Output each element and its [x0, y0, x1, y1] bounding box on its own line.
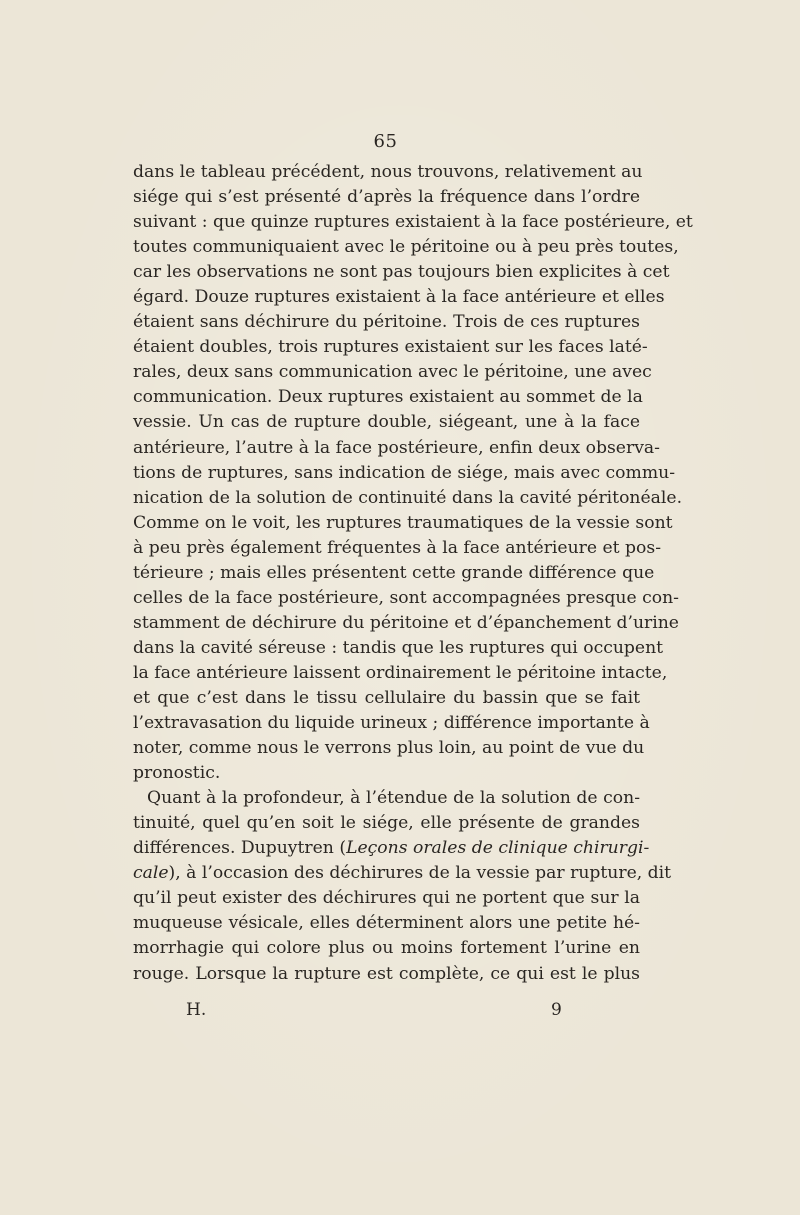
text-line: toutes communiquaient avec le péritoine ou à peu près toutes, — [133, 237, 679, 258]
signature-mark: H. — [186, 1000, 207, 1020]
text-line — [133, 861, 672, 886]
text-line: dans la cavité séreuse : tandis que les ruptures qui occupent — [133, 637, 664, 658]
text-line: rouge. Lorsque la rupture est complète, ce qui est le plus — [133, 963, 640, 984]
text-line: tinuité, quel qu’en soit le siége, elle présente de grandes — [133, 813, 640, 834]
text-line: nication de la solution de continuité dans la cavité péritonéale. — [133, 487, 683, 508]
text-line: térieure ; mais elles présentent cette grande différence que — [133, 562, 655, 583]
text-line: suivant : que quinze ruptures existaient à la face postérieure, et — [133, 212, 693, 233]
text-line: qu’il peut exister des déchirures qui ne portent que sur la — [133, 888, 640, 909]
text-line: celles de la face postérieure, sont accompagnées presque con- — [133, 587, 679, 608]
text-segment: ), à l’occasion des déchirures de la vessie par rupture, dit — [168, 863, 672, 884]
text-line: Quant à la profondeur, à l’étendue de la solution de con- — [147, 788, 640, 809]
text-line: stamment de déchirure du péritoine et d’épanchement d’urine — [133, 612, 679, 633]
text-line: car les observations ne sont pas toujours bien explicites à cet — [133, 262, 670, 283]
text-line: tions de ruptures, sans indication de siége, mais avec commu- — [133, 462, 676, 483]
text-line: rales, deux sans communication avec le péritoine, une avec — [133, 362, 652, 383]
text-line — [133, 836, 650, 861]
text-line: antérieure, l’autre à la face postérieure, enfin deux observa- — [133, 437, 660, 458]
text-line: la face antérieure laissent ordinairement le péritoine intacte, — [133, 662, 668, 683]
text-line: dans le tableau précédent, nous trouvons, relativement au — [133, 162, 643, 182]
text-line: à peu près également fréquentes à la face antérieure et pos- — [133, 537, 662, 558]
page-number: 65 — [373, 131, 398, 152]
text-line: égard. Douze ruptures existaient à la face antérieure et elles — [133, 287, 665, 308]
text-line: et que c’est dans le tissu cellulaire du bassin que se fait — [133, 687, 640, 708]
text-line: l’extravasation du liquide urineux ; différence importante à — [133, 713, 650, 734]
text-line: étaient sans déchirure du péritoine. Trois de ces ruptures — [133, 312, 640, 333]
text-line: siége qui s’est présenté d’après la fréquence dans l’ordre — [133, 187, 640, 208]
text-line: vessie. Un cas de rupture double, siégeant, une à la face — [133, 412, 640, 433]
text-line: communication. Deux ruptures existaient au sommet de la — [133, 387, 643, 408]
text-line: Comme on le voit, les ruptures traumatiques de la vessie sont — [133, 512, 673, 533]
text-line: morrhagie qui colore plus ou moins fortement l’urine en — [133, 938, 640, 959]
text-line: pronostic. — [133, 763, 221, 784]
text-line: muqueuse vésicale, elles déterminent alors une petite hé- — [133, 913, 640, 934]
text-line: étaient doubles, trois ruptures existaient sur les faces laté- — [133, 337, 648, 358]
italic-citation: Leçons orales de clinique chirurgi- — [346, 838, 650, 859]
body-text — [133, 160, 693, 987]
sheet-number: 9 — [551, 1000, 562, 1020]
text-line: noter, comme nous le verrons plus loin, au point de vue du — [133, 738, 645, 759]
italic-citation: cale — [133, 863, 169, 884]
text-segment: différences. Dupuytren ( — [133, 838, 347, 859]
